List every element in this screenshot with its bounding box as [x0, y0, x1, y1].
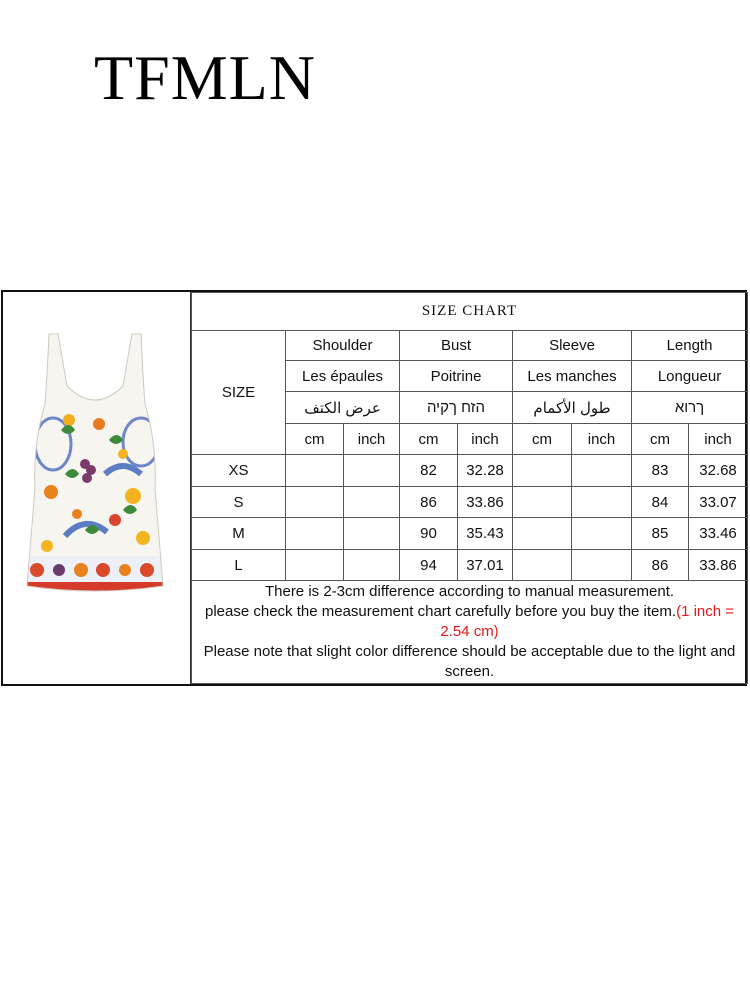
value-cell: 33.46: [689, 518, 748, 549]
value-cell: 86: [632, 549, 689, 580]
size-cell: S: [192, 486, 286, 517]
value-cell: [513, 518, 572, 549]
value-cell: [572, 486, 632, 517]
unit-header: inch: [458, 423, 513, 454]
unit-header: cm: [513, 423, 572, 454]
size-header: SIZE: [192, 330, 286, 455]
note-line-1: There is 2-3cm difference according to manual measurement.: [264, 583, 675, 601]
col-header-sleeve-fr: Les manches: [513, 361, 632, 392]
value-cell: [572, 518, 632, 549]
size-cell: L: [192, 549, 286, 580]
value-cell: [572, 549, 632, 580]
value-cell: [286, 518, 344, 549]
unit-header: inch: [689, 423, 748, 454]
table-row: [192, 455, 748, 486]
value-cell: 84: [632, 486, 689, 517]
col-header-sleeve-ar: طول الأكمام: [513, 392, 632, 423]
value-cell: [513, 455, 572, 486]
size-cell: M: [192, 518, 286, 549]
value-cell: 37.01: [458, 549, 513, 580]
table-row: [192, 486, 748, 517]
value-cell: [344, 486, 400, 517]
col-header-length-fr: Longueur: [632, 361, 748, 392]
value-cell: 32.28: [458, 455, 513, 486]
measurement-note: [192, 581, 748, 684]
note-line-2-text: please check the measurement chart carefully before you buy the item.: [204, 603, 677, 621]
table-row: [192, 549, 748, 580]
value-cell: 85: [632, 518, 689, 549]
value-cell: [286, 486, 344, 517]
value-cell: 33.07: [689, 486, 748, 517]
unit-header: cm: [286, 423, 344, 454]
value-cell: 32.68: [689, 455, 748, 486]
value-cell: [344, 549, 400, 580]
unit-header: cm: [632, 423, 689, 454]
unit-header: inch: [344, 423, 400, 454]
value-cell: [572, 455, 632, 486]
size-cell: XS: [192, 455, 286, 486]
col-header-sleeve: Sleeve: [513, 330, 632, 360]
note-line-3: Please note that slight color difference should be acceptable due to the light and screen.: [203, 643, 736, 681]
col-header-length-ar: ךרוא: [632, 392, 748, 423]
table-row: [192, 518, 748, 549]
printed-dress-icon: [25, 324, 165, 624]
value-cell: [513, 549, 572, 580]
brand-logo: TFMLN: [94, 42, 316, 113]
value-cell: [513, 486, 572, 517]
size-chart: [1, 290, 747, 686]
size-table: [191, 292, 748, 684]
col-header-shoulder: Shoulder: [286, 330, 400, 360]
value-cell: [344, 518, 400, 549]
value-cell: 94: [400, 549, 458, 580]
col-header-bust-fr: Poitrine: [400, 361, 513, 392]
value-cell: 35.43: [458, 518, 513, 549]
value-cell: [344, 455, 400, 486]
unit-header: cm: [400, 423, 458, 454]
value-cell: 33.86: [689, 549, 748, 580]
value-cell: 86: [400, 486, 458, 517]
value-cell: [286, 455, 344, 486]
value-cell: 83: [632, 455, 689, 486]
unit-header: inch: [572, 423, 632, 454]
col-header-bust-ar: הזח ךקיה: [400, 392, 513, 423]
table-title: SIZE CHART: [192, 293, 748, 331]
note-line-2: [192, 602, 747, 642]
col-header-length: Length: [632, 330, 748, 360]
value-cell: 82: [400, 455, 458, 486]
product-photo: [3, 292, 191, 684]
col-header-bust: Bust: [400, 330, 513, 360]
col-header-shoulder-ar: عرض الكتف: [286, 392, 400, 423]
value-cell: 33.86: [458, 486, 513, 517]
value-cell: [286, 549, 344, 580]
value-cell: 90: [400, 518, 458, 549]
note-inch-conversion: (1 inch = 2.54 cm): [440, 603, 735, 641]
col-header-shoulder-fr: Les épaules: [286, 361, 400, 392]
